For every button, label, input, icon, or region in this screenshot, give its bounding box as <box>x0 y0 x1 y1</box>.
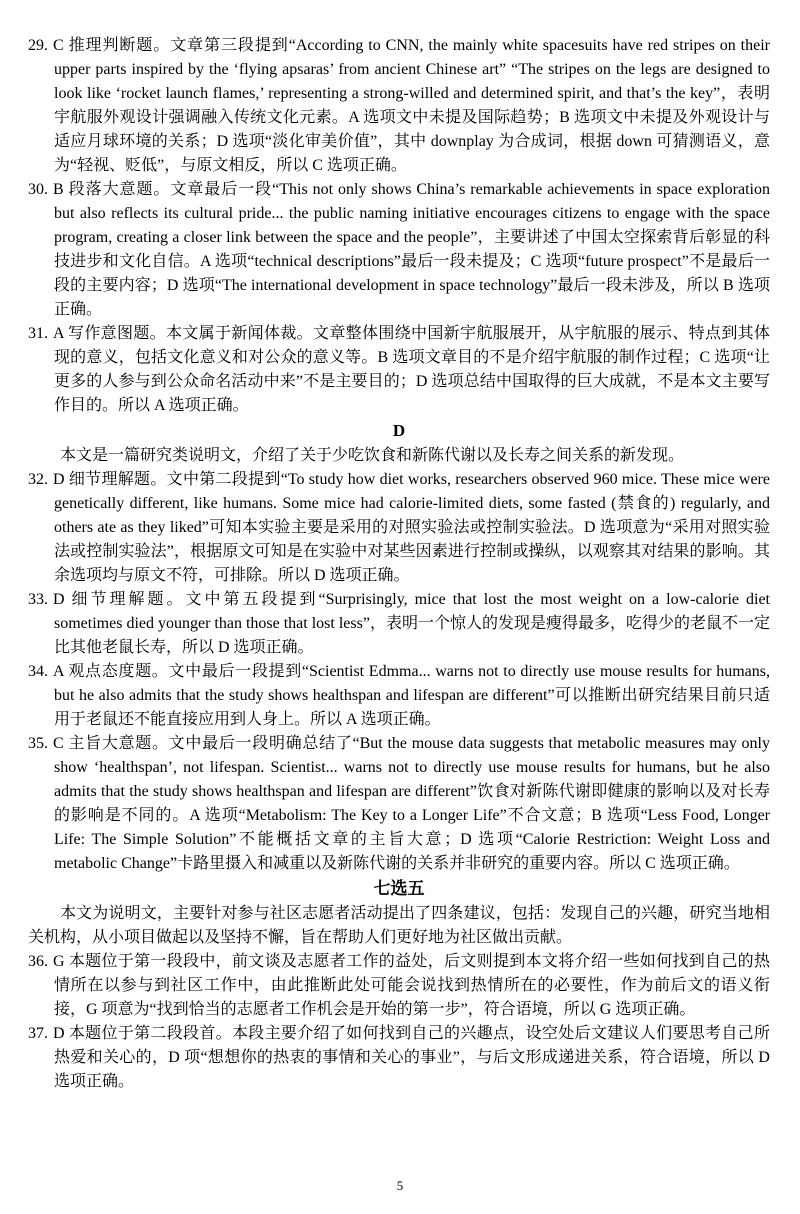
explanation-item-32 <box>28 468 770 588</box>
explanation-item-36 <box>28 950 770 1022</box>
item-text: D 细节理解题。文中第二段提到“To study how diet works, researchers observed 960 mice. These mice were genetically different, like humans. Some mice had calorie-limited diets, some fasted (禁食的) regularly, and others ate as they liked”可知本实验主要是采用的对照实验法或控制实验法。D 选项意为“采用对照实验法或控制实验法”，根据原文可知是在实验中对某些因素进行控制或操纵，以观察其对结果的影响。其余选项均与原文不符，可排除。所以 D 选项正确。 <box>53 471 770 584</box>
section-heading-seven-choose-five: 七选五 <box>373 879 425 898</box>
item-number: 32. <box>28 471 48 488</box>
explanation-item-34 <box>28 660 770 732</box>
item-text: C 主旨大意题。文中最后一段明确总结了“But the mouse data suggests that metabolic measures may only show ‘healthspan’, not lifespan. Scientist... warns not to directly use mouse results for humans, but he also admits that the study shows healthspan and lifespan are different”饮食对新陈代谢即健康的影响以及对长寿的影响是不同的。A 选项“Metabolism: The Key to a Longer Life”不合文意；B 选项“Less Food, Longer Life: The Simple Solution”不能概括文章的主旨大意；D 选项“Calorie Restriction: Weight Loss and metabolic Change”卡路里摄入和减重以及新陈代谢的关系并非研究的重要内容。所以 C 选项正确。 <box>53 735 770 872</box>
item-text: A 写作意图题。本文属于新闻体裁。文章整体围绕中国新宇航服展开，从宇航服的展示、特点到其体现的意义，包括文化意义和对公众的意义等。B 选项文章目的不是介绍宇航服的制作过程；C 选项“让更多的人参与到公众命名活动中来”不是主要目的；D 选项总结中国取得的巨大成就，不是本文主要写作目的。所以 A 选项正确。 <box>53 325 770 414</box>
page-content <box>28 34 770 1094</box>
item-text: B 段落大意题。文章最后一段“This not only shows China’s remarkable achievements in space exploration but also reflects its cultural pride... the public naming initiative encourages citizens to engage with the space program, creating a closer link between the space and the people”，主要讲述了中国太空探索背后彰显的科技进步和文化自信。A 选项“technical descriptions”最后一段未提及；C 选项“future prospect”不是最后一段的主要内容；D 选项“The international development in space technology”最后一段未涉及，所以 B 选项正确。 <box>53 181 770 318</box>
page-number: 5 <box>396 1178 404 1193</box>
section-heading-passage-d: D <box>392 421 406 440</box>
explanation-item-33 <box>28 588 770 660</box>
item-text: G 本题位于第一段段中，前文谈及志愿者工作的益处，后文则提到本文将介绍一些如何找到自己的热情所在以参与到社区工作中，由此推断此处可能会说找到热情所在的必要性，作为前后文的语义衔接，G 项意为“找到恰当的志愿者工作机会是开始的第一步”，符合语境，所以 G 选项正确。 <box>53 953 770 1018</box>
item-text: C 推理判断题。文章第三段提到“According to CNN, the mainly white spacesuits have red stripes on their upper parts inspired by the ‘flying apsaras’ from ancient Chinese art” “The stripes on the legs are designed to look like ‘rocket launch flames,’ representing a strong-willed and determined spirit, and that’s the key”，表明宇航服外观设计强调融入传统文化元素。A 选项文中未提及国际趋势；B 选项文中未提及外观设计与适应月球环境的关系；D 选项“淡化审美价值”，其中 downplay 为合成词，根据 down 可猜测语义，意为“轻视、贬低”，与原文相反，所以 C 选项正确。 <box>53 37 770 174</box>
item-number: 33. <box>28 591 48 608</box>
section-intro-passage-d: 本文是一篇研究类说明文，介绍了关于少吃饮食和新陈代谢以及长寿之间关系的新发现。 <box>60 447 685 464</box>
item-text: D 本题位于第二段段首。本段主要介绍了如何找到自己的兴趣点，设空处后文建议人们要思考自己所热爱和关心的，D 项“想想你的热衷的事情和关心的事业”，与后文形成递进关系，符合语境，所以 D 选项正确。 <box>53 1025 770 1090</box>
item-text: A 观点态度题。文中最后一段提到“Scientist Edmma... warns not to directly use mouse results for humans, but he also admits that the study shows healthspan and lifespan are different”可以推断出研究结果目前只适用于老鼠还不能直接应用到人身上。所以 A 选项正确。 <box>53 663 770 728</box>
explanation-item-29 <box>28 34 770 178</box>
explanation-item-35 <box>28 732 770 876</box>
explanation-item-30 <box>28 178 770 322</box>
explanation-item-31 <box>28 322 770 418</box>
item-number: 34. <box>28 663 48 680</box>
item-text: D 细节理解题。文中第五段提到“Surprisingly, mice that lost the most weight on a low-calorie diet sometimes died younger than those that lost less”，表明一个惊人的发现是瘦得最多，吃得少的老鼠不一定比其他老鼠长寿，所以 D 选项正确。 <box>53 591 770 656</box>
item-number: 31. <box>28 325 48 342</box>
item-number: 35. <box>28 735 48 752</box>
item-number: 37. <box>28 1025 48 1042</box>
item-number: 29. <box>28 37 48 54</box>
explanation-item-37 <box>28 1022 770 1094</box>
section-intro-seven-choose-five: 本文为说明文，主要针对参与社区志愿者活动提出了四条建议，包括：发现自己的兴趣，研究当地相关机构，从小项目做起以及坚持不懈，旨在帮助人们更好地为社区做出贡献。 <box>28 905 770 946</box>
item-number: 36. <box>28 953 48 970</box>
item-number: 30. <box>28 181 48 198</box>
